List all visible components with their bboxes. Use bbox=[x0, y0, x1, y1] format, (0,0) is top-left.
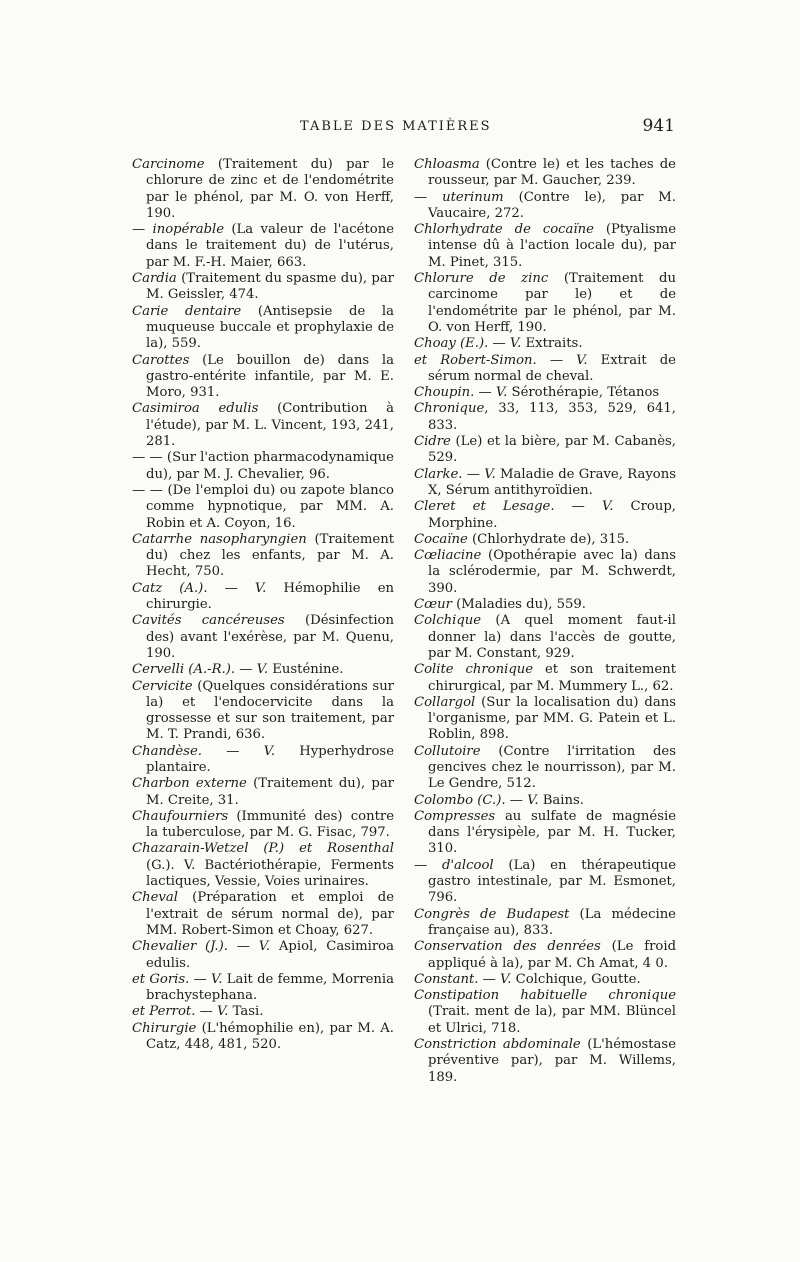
entry-text: Eusténine. bbox=[268, 662, 344, 678]
entry-heading: — d'alcool bbox=[414, 857, 494, 873]
entry-text: (Le) et la bière, par M. Cabanès, 529. bbox=[428, 434, 676, 466]
entry-heading: Collargol bbox=[414, 694, 476, 710]
index-entry bbox=[414, 972, 676, 988]
entry-heading: Carottes bbox=[132, 352, 190, 368]
index-entry bbox=[414, 401, 676, 434]
index-entry bbox=[132, 679, 394, 744]
entry-heading: Catz (A.). — V. bbox=[132, 580, 267, 596]
entry-heading: Cardia bbox=[132, 271, 177, 287]
entry-text: (Traitement du spasme du), par M. Geissler, 474. bbox=[146, 271, 394, 303]
entry-text: Apiol, Casimiroa edulis. bbox=[146, 939, 394, 971]
entry-text: (L'hémostase préventive par), par M. Willems, 189. bbox=[428, 1037, 676, 1085]
index-entry bbox=[414, 662, 676, 695]
index-entry bbox=[414, 434, 676, 467]
entry-heading: — — bbox=[132, 482, 163, 498]
entry-text: Sérothérapie, Tétanos bbox=[507, 385, 660, 401]
entry-text: (Contre le), par M. Vaucaire, 272. bbox=[428, 189, 676, 221]
entry-text: (La) en thérapeutique gastro intestinale, par M. Esmonet, 796. bbox=[428, 857, 676, 906]
entry-heading: Cervicite bbox=[132, 678, 193, 694]
entry-text: Maladie de Grave, Rayons X, Sérum antithyroïdien. bbox=[428, 466, 676, 498]
entry-heading: Colite chronique bbox=[414, 662, 534, 678]
entry-heading: — — bbox=[132, 450, 163, 466]
entry-heading: Choupin. — V. bbox=[414, 385, 508, 401]
entry-text: (Contre l'irritation des gencives chez le nourrisson), par M. Le Gendre, 512. bbox=[428, 743, 676, 792]
entry-text: (Le bouillon de) dans la gastro-entérite infantile, par M. E. Moro, 931. bbox=[146, 352, 394, 401]
entry-text: (Maladies du), 559. bbox=[451, 597, 586, 613]
entry-text: (La médecine française au), 833. bbox=[428, 906, 676, 938]
index-entry bbox=[414, 613, 676, 662]
entry-text: (Immunité des) contre la tuberculose, par M. G. Fisac, 797. bbox=[146, 808, 394, 841]
entry-text: (Trait. ment de la), par MM. Blüncel et Ulrici, 718. bbox=[428, 1004, 676, 1036]
entry-heading: Colchique bbox=[414, 613, 482, 629]
entry-text: au sulfate de magnésie dans l'érysipèle, par M. H. Tucker, 310. bbox=[428, 808, 676, 857]
entry-heading: et Goris. — V. bbox=[132, 971, 223, 987]
entry-heading: Conservation des denrées bbox=[414, 939, 601, 955]
index-entry bbox=[132, 353, 394, 402]
entry-text: et son traitement chirurgical, par M. Mummery L., 62. bbox=[428, 662, 676, 694]
entry-text: (La valeur de l'acétone dans le traitement du) de l'utérus, par M. F.-H. Maier, 663. bbox=[146, 222, 395, 270]
entry-heading: — inopérable bbox=[132, 222, 225, 238]
index-entry bbox=[132, 581, 394, 614]
index-entry bbox=[132, 401, 394, 450]
entry-heading: Constipation habituelle chronique bbox=[414, 988, 676, 1004]
index-entry bbox=[132, 613, 394, 662]
index-entry bbox=[132, 776, 394, 809]
running-title: TABLE DES MATIÈRES bbox=[300, 119, 492, 134]
index-entry bbox=[414, 467, 676, 500]
index-entry bbox=[414, 793, 676, 809]
entry-heading: Carcinome bbox=[132, 157, 205, 172]
index-entry bbox=[132, 532, 394, 581]
entry-text: (Quelques considérations sur la) et l'endocervicite dans la grossesse et sur son traitement, par M. T. Prandi, 636. bbox=[146, 678, 394, 743]
index-entry bbox=[132, 939, 394, 972]
entry-text: Hyperhydrose plantaire. bbox=[146, 743, 394, 775]
index-entry bbox=[414, 858, 676, 907]
index-entry bbox=[414, 597, 676, 613]
entry-heading: Cervelli (A.-R.). — V. bbox=[132, 662, 269, 678]
entry-text: (Le froid appliqué à la), par M. Ch Amat, 4 0. bbox=[428, 939, 677, 971]
index-entry bbox=[132, 450, 394, 483]
entry-heading: Chlorhydrate de cocaïne bbox=[414, 222, 594, 238]
entry-text: Bains. bbox=[538, 792, 584, 808]
index-column-left bbox=[132, 157, 394, 1053]
entry-heading: Chloasma bbox=[414, 157, 480, 172]
entry-heading: Constant. — V. bbox=[414, 971, 512, 987]
entry-heading: et Robert-Simon. — V. bbox=[414, 352, 588, 368]
index-entry bbox=[414, 939, 676, 972]
entry-heading: et Perrot. — V. bbox=[132, 1004, 229, 1020]
entry-text: Hémophilie en chirurgie. bbox=[146, 580, 394, 613]
index-entry bbox=[132, 972, 394, 1005]
entry-text: Extrait de sérum normal de cheval. bbox=[428, 352, 676, 384]
entry-text: Colchique, Goutte. bbox=[511, 971, 641, 987]
entry-text: (Traitement du carcinome par le) et de l'endométrite par le phénol, par M. O. von Herff, 190. bbox=[428, 271, 676, 335]
index-entry bbox=[414, 499, 676, 532]
entry-heading: Cœliacine bbox=[414, 548, 482, 564]
entry-heading: Chronique bbox=[414, 401, 485, 417]
index-entry bbox=[414, 190, 676, 223]
entry-heading: Clarke. — V. bbox=[414, 466, 496, 482]
entry-heading: Charbon externe bbox=[132, 776, 247, 792]
entry-text: Tasi. bbox=[228, 1004, 264, 1020]
entry-text: , 33, 113, 353, 529, 641, 833. bbox=[428, 401, 676, 433]
page-header bbox=[130, 116, 675, 138]
entry-heading: — uterinum bbox=[414, 189, 504, 205]
entry-heading: Cheval bbox=[132, 890, 178, 906]
index-entry bbox=[414, 353, 676, 386]
page-number: 941 bbox=[642, 116, 675, 136]
entry-text: (Chlorhydrate de), 315. bbox=[467, 531, 630, 547]
index-entry bbox=[414, 1037, 676, 1086]
entry-text: (Préparation et emploi de l'extrait de sérum normal de), par MM. Robert-Simon et Choay, 627. bbox=[146, 890, 394, 938]
index-entry bbox=[414, 988, 676, 1037]
index-entry bbox=[132, 304, 394, 353]
entry-text: (Opothérapie avec la) dans la sclérodermie, par M. Schwerdt, 390. bbox=[428, 548, 676, 596]
index-entry bbox=[132, 841, 394, 890]
entry-heading: Chandèse. — V. bbox=[132, 743, 276, 759]
index-entry bbox=[414, 157, 676, 190]
entry-text: Croup, Morphine. bbox=[428, 499, 677, 531]
entry-heading: Choay (E.). — V. bbox=[414, 336, 522, 352]
entry-heading: Casimiroa edulis bbox=[132, 401, 259, 417]
entry-text: (Contre le) et les taches de rousseur, par M. Gaucher, 239. bbox=[428, 157, 676, 189]
index-entry bbox=[132, 890, 394, 939]
entry-heading: Chlorure de zinc bbox=[414, 271, 549, 287]
entry-text: (Traitement du) chez les enfants, par M. A. Hecht, 750. bbox=[146, 531, 394, 580]
index-entry bbox=[414, 907, 676, 940]
index-entry bbox=[132, 222, 394, 271]
entry-text: (De l'emploi du) ou zapote blanco comme hypnotique, par MM. A. Robin et A. Coyon, 16. bbox=[146, 482, 394, 531]
index-entry bbox=[414, 695, 676, 744]
index-entry bbox=[414, 222, 676, 271]
entry-text: (Sur la localisation du) dans l'organisme, par MM. G. Patein et L. Roblin, 898. bbox=[428, 694, 676, 743]
index-entry bbox=[414, 336, 676, 352]
entry-heading: Congrès de Budapest bbox=[414, 906, 570, 922]
index-entry bbox=[132, 744, 394, 777]
entry-heading: Compresses bbox=[414, 808, 496, 824]
entry-text: (Sur l'action pharmacodynamique du), par M. J. Chevalier, 96. bbox=[146, 450, 394, 482]
entry-text: Lait de femme, Morrenia brachystephana. bbox=[146, 971, 395, 1004]
entry-heading: Chazarain-Wetzel (P.) et Rosenthal bbox=[132, 841, 394, 857]
index-entry bbox=[414, 385, 676, 401]
entry-heading: Chirurgie bbox=[132, 1020, 197, 1036]
entry-text: (Contribution à l'étude), par M. L. Vincent, 193, 241, 281. bbox=[146, 401, 394, 450]
index-entry bbox=[132, 662, 394, 678]
entry-text: (Désinfection des) avant l'exérèse, par M. Quenu, 190. bbox=[146, 613, 394, 661]
entry-heading: Cocaïne bbox=[414, 531, 468, 547]
entry-heading: Colombo (C.). — V. bbox=[414, 792, 539, 808]
entry-heading: Cleret et Lesage. — V. bbox=[414, 499, 614, 515]
entry-heading: Constriction abdominale bbox=[414, 1037, 581, 1053]
entry-heading: Cavités cancéreuses bbox=[132, 613, 285, 629]
entry-heading: Carie dentaire bbox=[132, 303, 242, 319]
entry-text: (G.). V. Bactériothérapie, Ferments lactiques, Vessie, Voies urinaires. bbox=[146, 857, 394, 890]
entry-heading: Cœur bbox=[414, 597, 452, 613]
entry-heading: Catarrhe nasopharyngien bbox=[132, 531, 307, 547]
entry-text: (Traitement du), par M. Creite, 31. bbox=[146, 776, 394, 808]
entry-heading: Chaufourniers bbox=[132, 808, 229, 824]
index-entry bbox=[132, 1021, 394, 1054]
entry-text: (Traitement du) par le chlorure de zinc et de l'endométrite par le phénol, par M. O. von Herff, 190. bbox=[146, 157, 394, 221]
index-entry bbox=[132, 157, 394, 222]
entry-text: (A quel moment faut-il donner la) dans l'accès de goutte, par M. Constant, 929. bbox=[428, 613, 676, 661]
entry-heading: Chevalier (J.). — V. bbox=[132, 939, 271, 955]
index-entry bbox=[414, 532, 676, 548]
index-entry bbox=[414, 744, 676, 793]
index-entry bbox=[132, 271, 394, 304]
entry-heading: Cidre bbox=[414, 434, 451, 450]
index-entry bbox=[132, 483, 394, 532]
index-entry bbox=[414, 809, 676, 858]
index-entry bbox=[132, 809, 394, 842]
entry-text: (L'hémophilie en), par M. A. Catz, 448, 481, 520. bbox=[146, 1020, 394, 1053]
entry-heading: Collutoire bbox=[414, 743, 481, 759]
index-column-right bbox=[414, 157, 676, 1086]
index-entry bbox=[414, 271, 676, 336]
entry-text: (Antisepsie de la muqueuse buccale et prophylaxie de la), 559. bbox=[146, 303, 395, 352]
entry-text: Extraits. bbox=[521, 336, 583, 352]
index-entry bbox=[132, 1004, 394, 1020]
entry-text: (Ptyalisme intense dû à l'action locale du), par M. Pinet, 315. bbox=[428, 222, 677, 270]
index-entry bbox=[414, 548, 676, 597]
